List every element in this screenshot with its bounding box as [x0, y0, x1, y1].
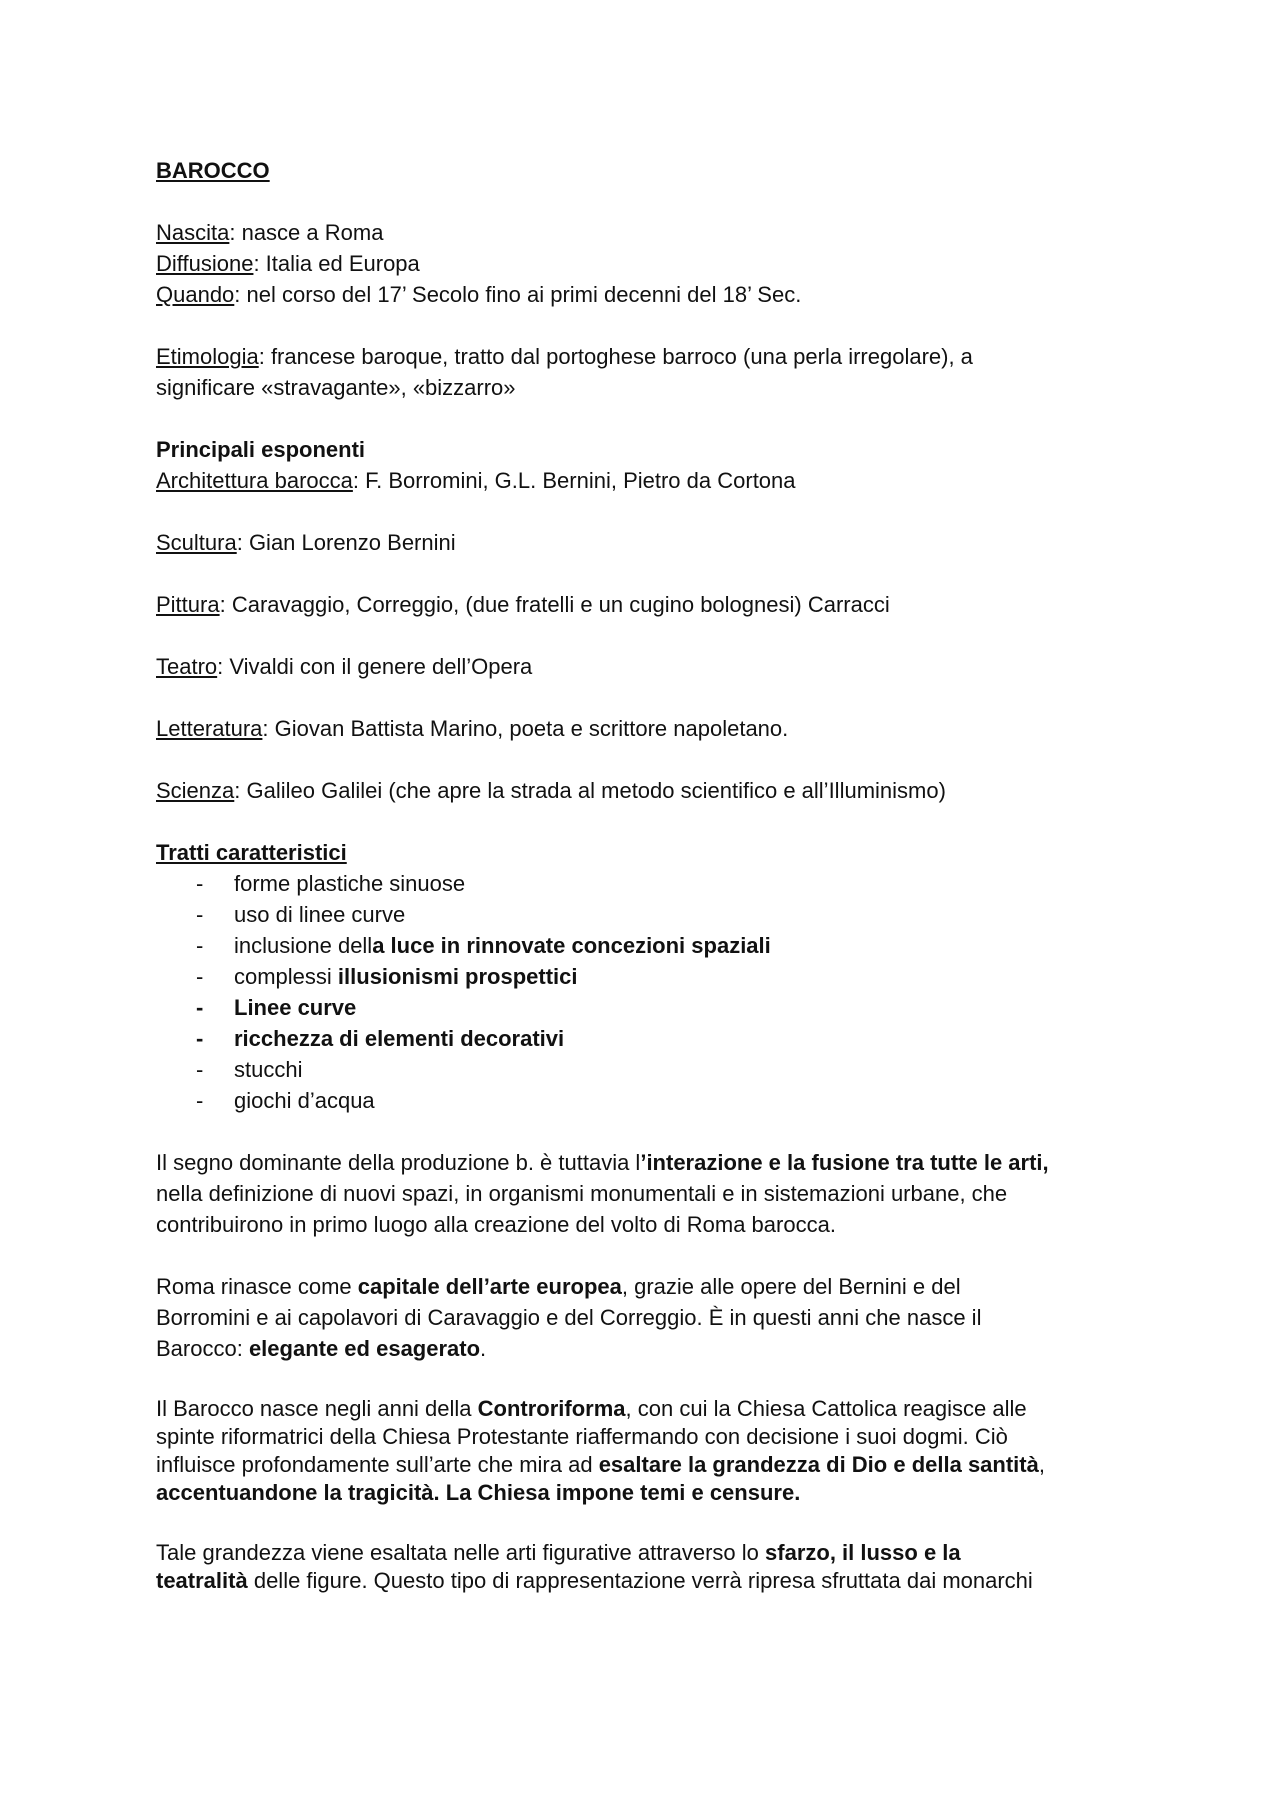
page-title: BAROCCO: [156, 158, 270, 183]
paragraph-bold: teatralità: [156, 1568, 248, 1593]
esponente-scultura: [156, 527, 1136, 558]
esponente-architettura: [156, 465, 1136, 496]
list-item-text: uso di linee curve: [234, 902, 406, 927]
esponente-pittura: [156, 589, 1136, 620]
esponente-scienza: [156, 775, 1136, 806]
paragraph-text: Il segno dominante della produzione b. è tuttavia l: [156, 1150, 641, 1175]
paragraph-text: , con cui la Chiesa Cattolica reagisce alle: [625, 1396, 1027, 1421]
paragraph-roma: [156, 1271, 1136, 1364]
paragraph-text: .: [480, 1336, 487, 1361]
paragraph-text: Barocco:: [156, 1336, 249, 1361]
list-item-text: stucchi: [234, 1057, 303, 1082]
tratti-list: [156, 868, 1136, 1116]
esponente-label: Pittura: [156, 592, 220, 617]
fact-quando: [156, 279, 1136, 310]
paragraph-bold: elegante ed esagerato: [248, 1336, 481, 1361]
list-bullet: -: [196, 1026, 204, 1051]
esponente-letteratura: [156, 713, 1136, 744]
document-body: [156, 155, 1136, 1595]
list-item-text: inclusione dell: [234, 933, 373, 958]
list-bullet: -: [196, 995, 204, 1020]
esponente-label: Scultura: [156, 530, 237, 555]
list-bullet: -: [196, 1088, 204, 1113]
list-bullet: -: [196, 871, 204, 896]
fact-label: Nascita: [156, 220, 230, 245]
list-item-text: forme plastiche sinuose: [234, 871, 466, 896]
etimologia-continuation: significare «stravagante», «bizzarro»: [156, 375, 516, 400]
paragraph-interazione: [156, 1147, 1136, 1240]
paragraph-text: Roma rinasce come: [156, 1274, 358, 1299]
paragraph-bold: capitale dell’arte europea: [357, 1274, 622, 1299]
fact-nascita: [156, 217, 1136, 248]
fact-label: Diffusione: [156, 251, 254, 276]
etimologia-line: [156, 341, 1136, 372]
list-item: [156, 868, 1136, 899]
list-bullet: -: [196, 902, 204, 927]
fact-text: : nel corso del 17’ Secolo fino ai primi decenni del 18’ Sec.: [234, 282, 802, 307]
list-item: [156, 1023, 1136, 1054]
list-item-bold: illusionismi prospettici: [337, 964, 578, 989]
paragraph-text: Tale grandezza viene esaltata nelle arti figurative attraverso lo: [156, 1540, 766, 1565]
esponente-teatro: [156, 651, 1136, 682]
etimologia-text: : francese baroque, tratto dal portoghese barroco (una perla irregolare), a: [258, 344, 973, 369]
list-item: [156, 961, 1136, 992]
paragraph-text: , grazie alle opere del Bernini e del: [621, 1274, 961, 1299]
etimologia-label: Etimologia: [156, 344, 259, 369]
paragraph-bold: esaltare la grandezza di Dio e della santità: [598, 1452, 1039, 1477]
paragraph-bold: ’interazione e la fusione tra tutte le arti,: [640, 1150, 1049, 1175]
list-item-text: giochi d’acqua: [234, 1088, 375, 1113]
paragraph-bold: Controriforma: [477, 1396, 626, 1421]
fact-diffusione: [156, 248, 1136, 279]
list-bullet: -: [196, 964, 204, 989]
list-item: [156, 1085, 1136, 1116]
esponente-label: Letteratura: [156, 716, 263, 741]
list-bullet: -: [196, 1057, 204, 1082]
paragraph-controriforma: [156, 1395, 1136, 1507]
esponente-label: Teatro: [156, 654, 218, 679]
fact-text: : nasce a Roma: [229, 220, 384, 245]
list-item: [156, 1054, 1136, 1085]
tratti-heading: Tratti caratteristici: [156, 840, 347, 865]
list-item-bold: Linee curve: [234, 995, 357, 1020]
fact-label: Quando: [156, 282, 235, 307]
paragraph-grandezza: [156, 1539, 1136, 1595]
esponente-label: Architettura barocca: [156, 468, 353, 493]
paragraph-text: delle figure. Questo tipo di rappresentazione verrà ripresa sfruttata dai monarchi: [247, 1568, 1033, 1593]
esponente-text: : Giovan Battista Marino, poeta e scrittore napoletano.: [262, 716, 789, 741]
paragraph-text: contribuirono in primo luogo alla creazione del volto di Roma barocca.: [156, 1212, 836, 1237]
paragraph-text: ,: [1038, 1452, 1045, 1477]
paragraph-text: Il Barocco nasce negli anni della: [156, 1396, 478, 1421]
list-item: [156, 992, 1136, 1023]
paragraph-text: nella definizione di nuovi spazi, in organismi monumentali e in sistemazioni urbane, che: [156, 1181, 1008, 1206]
esponente-text: : Gian Lorenzo Bernini: [236, 530, 456, 555]
list-bullet: -: [196, 933, 204, 958]
paragraph-bold: accentuandone la tragicità. La Chiesa impone temi e censure.: [156, 1480, 801, 1505]
esponente-text: : Vivaldi con il genere dell’Opera: [217, 654, 533, 679]
paragraph-text: influisce profondamente sull’arte che mira ad: [156, 1452, 599, 1477]
list-item: [156, 899, 1136, 930]
esponente-text: : Caravaggio, Correggio, (due fratelli e un cugino bolognesi) Carracci: [219, 592, 890, 617]
list-item: [156, 930, 1136, 961]
paragraph-text: spinte riformatrici della Chiesa Protestante riaffermando con decisione i suoi dogmi. Ciò: [156, 1424, 1008, 1449]
esponenti-heading: Principali esponenti: [156, 437, 366, 462]
fact-text: : Italia ed Europa: [253, 251, 420, 276]
list-item-bold: a luce in rinnovate concezioni spaziali: [372, 933, 771, 958]
esponente-text: : Galileo Galilei (che apre la strada al metodo scientifico e all’Illuminismo): [234, 778, 946, 803]
paragraph-text: Borromini e ai capolavori di Caravaggio e del Correggio. È in questi anni che nasce il: [156, 1305, 982, 1330]
list-item-bold: ricchezza di elementi decorativi: [234, 1026, 565, 1051]
paragraph-bold: sfarzo, il lusso e la: [765, 1540, 961, 1565]
list-item-text: complessi: [234, 964, 338, 989]
esponente-text: : F. Borromini, G.L. Bernini, Pietro da Cortona: [352, 468, 796, 493]
esponente-label: Scienza: [156, 778, 235, 803]
